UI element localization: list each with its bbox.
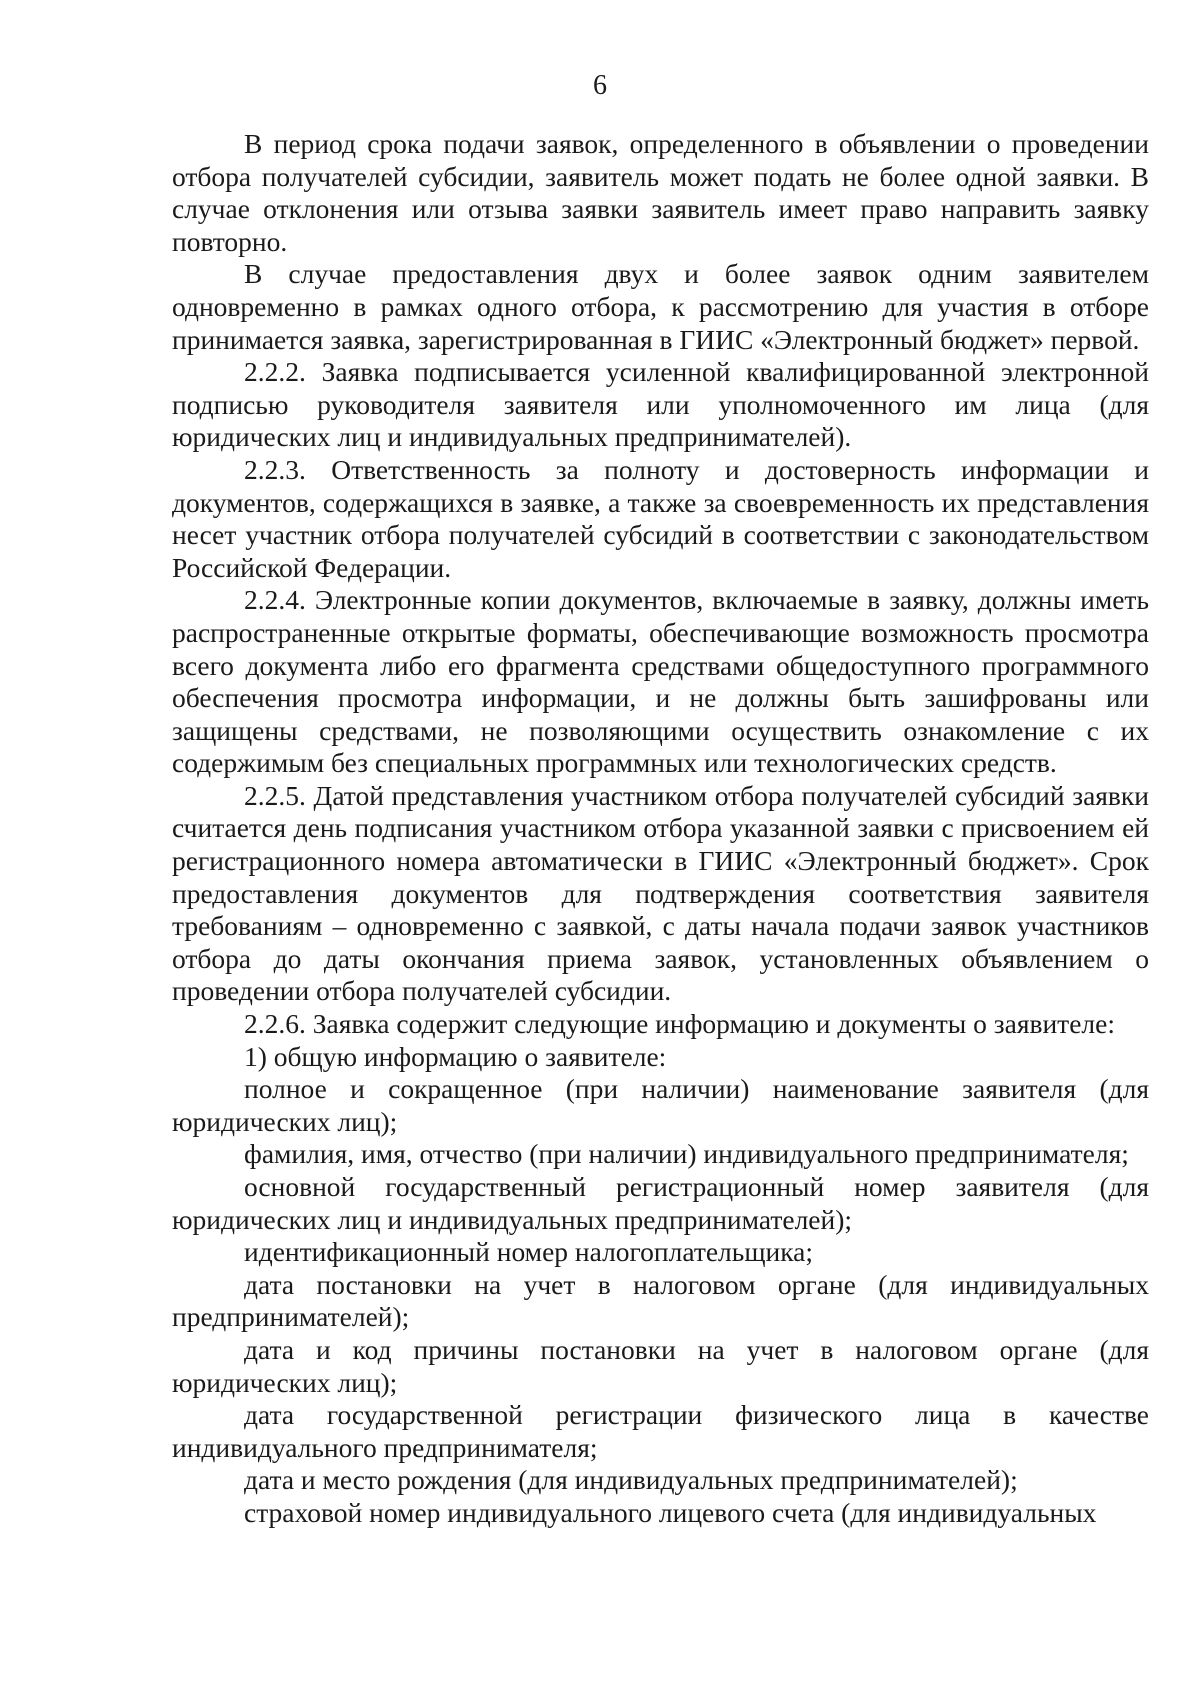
list-item-tax-registration-code: дата и код причины постановки на учет в налоговом органе (для юридических лиц); bbox=[172, 1333, 1149, 1398]
list-item-snils: страховой номер индивидуального лицевого счета (для индивидуальных bbox=[244, 1496, 1097, 1528]
list-item-birth-date-place: дата и место рождения (для индивидуальных предпринимателей); bbox=[244, 1464, 1018, 1496]
list-item-tax-registration-date: дата постановки на учет в налоговом органе (для индивидуальных предпринимателей); bbox=[172, 1268, 1149, 1333]
list-item-ogrn: основной государственный регистрационный номер заявителя (для юридических лиц и индивидуальных предпринимателей); bbox=[172, 1171, 1149, 1235]
paragraph-2-2-5: 2.2.5. Датой представления участником отбора получателей субсидий заявки считается день подписания участником отбора указанной заявки с присвоением ей регистрационного номера автоматически в ГИИС «Электронный бюджет». Срок предоставления документов для подтверждения соответствия заявителя требованиям – одновременно с заявкой, с даты начала подачи заявок участников отбора до даты окончания приема заявок, установленных объявлением о проведении отбора получателей субсидии. bbox=[172, 779, 1149, 1007]
list-item-inn: идентификационный номер налогоплательщика; bbox=[244, 1236, 814, 1268]
document-body bbox=[172, 128, 1149, 1530]
paragraph-application-period: В период срока подачи заявок, определенного в объявлении о проведении отбора получателей субсидии, заявитель может подать не более одной заявки. В случае отклонения или отзыва заявки заявитель имеет право направить заявку повторно. bbox=[172, 128, 1149, 257]
paragraph-2-2-2: 2.2.2. Заявка подписывается усиленной квалифицированной электронной подписью руководителя заявителя или уполномоченного им лица (для юридических лиц и индивидуальных предпринимателей). bbox=[172, 356, 1149, 453]
page-number: 6 bbox=[593, 70, 607, 101]
paragraph-multiple-applications: В случае предоставления двух и более заявок одним заявителем одновременно в рамках одного отбора, к рассмотрению для участия в отборе принимается заявка, зарегистрированная в ГИИС «Электронный бюджет» первой. bbox=[172, 258, 1149, 355]
list-item-general-info: 1) общую информацию о заявителе: bbox=[244, 1040, 667, 1072]
paragraph-2-2-4: 2.2.4. Электронные копии документов, включаемые в заявку, должны иметь распространенные открытые форматы, обеспечивающие возможность просмотра всего документа либо его фрагмента средствами общедоступного программного обеспечения просмотра информации, и не должны быть зашифрованы или защищены средствами, не позволяющими осуществить ознакомление с их содержимым без специальных программных или технологических средств. bbox=[172, 584, 1149, 779]
list-item-full-name: полное и сокращенное (при наличии) наименование заявителя (для юридических лиц); bbox=[172, 1073, 1149, 1137]
paragraph-2-2-3: 2.2.3. Ответственность за полноту и достоверность информации и документов, содержащихся в заявке, а также за своевременность их представления несет участник отбора получателей субсидий в соответствии с законодательством Российской Федерации. bbox=[172, 453, 1149, 583]
list-item-state-registration-date: дата государственной регистрации физического лица в качестве индивидуального предпринимателя; bbox=[172, 1399, 1149, 1463]
list-item-entrepreneur-name: фамилия, имя, отчество (при наличии) индивидуального предпринимателя; bbox=[244, 1138, 1129, 1170]
paragraph-2-2-6: 2.2.6. Заявка содержит следующие информацию и документы о заявителе: bbox=[244, 1008, 1115, 1040]
